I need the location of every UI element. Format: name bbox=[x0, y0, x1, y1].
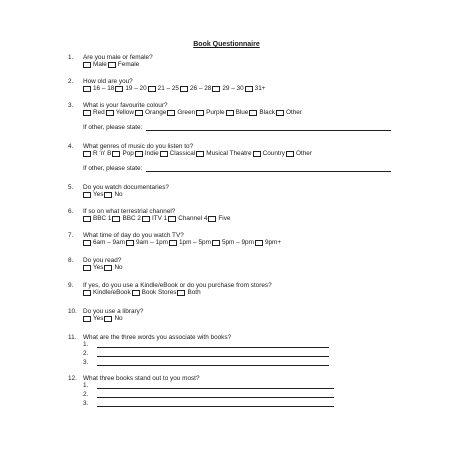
checkbox[interactable] bbox=[245, 86, 253, 92]
checkbox[interactable] bbox=[132, 290, 140, 296]
option-book-stores[interactable]: Book Stores bbox=[132, 290, 177, 296]
question-number: 12. bbox=[68, 375, 77, 382]
checkbox[interactable] bbox=[135, 151, 143, 157]
question-text: Are you male or female? bbox=[83, 54, 153, 61]
other-input-line[interactable] bbox=[146, 129, 391, 131]
question-text: What three books stand out to you most? bbox=[83, 375, 200, 382]
option-bbc2[interactable]: BBC 2 bbox=[112, 216, 140, 222]
other-label: If other, please state: bbox=[83, 165, 143, 172]
answer-input-line[interactable] bbox=[97, 346, 329, 348]
question-number: 3. bbox=[68, 102, 74, 109]
question-text: Do you use a library? bbox=[83, 308, 144, 315]
options-row bbox=[83, 85, 266, 93]
checkbox[interactable] bbox=[177, 290, 185, 296]
question-text: How old are you? bbox=[83, 78, 133, 85]
option-country[interactable]: Country bbox=[253, 151, 285, 157]
option-no[interactable]: No bbox=[104, 265, 122, 271]
checkbox[interactable] bbox=[83, 151, 91, 157]
checkbox[interactable] bbox=[212, 240, 220, 246]
answer-line-1: 1. bbox=[83, 383, 334, 389]
checkbox[interactable] bbox=[83, 110, 91, 116]
checkbox[interactable] bbox=[196, 151, 204, 157]
question-number: 5. bbox=[68, 184, 74, 191]
other-field bbox=[83, 166, 391, 172]
option-26-28[interactable]: 26 – 28 bbox=[180, 86, 211, 92]
answer-line-2: 2. bbox=[83, 351, 329, 357]
option-male[interactable]: Male bbox=[83, 62, 107, 68]
options-row bbox=[83, 109, 303, 117]
option-9pm-plus[interactable]: 9pm+ bbox=[255, 240, 281, 246]
question-text: What is your favourite colour? bbox=[83, 102, 168, 109]
checkbox[interactable] bbox=[160, 151, 168, 157]
option-orange[interactable]: Orange bbox=[135, 110, 166, 116]
answer-line-2: 2. bbox=[83, 392, 334, 398]
question-text: If so on what terrestrial channel? bbox=[83, 208, 176, 215]
checkbox[interactable] bbox=[169, 240, 177, 246]
option-5pm-9pm[interactable]: 5pm – 9pm bbox=[212, 240, 254, 246]
option-31-plus[interactable]: 31+ bbox=[245, 86, 266, 92]
option-indie[interactable]: Indie bbox=[135, 151, 159, 157]
option-blue[interactable]: Blue bbox=[226, 110, 249, 116]
checkbox[interactable] bbox=[180, 86, 188, 92]
question-text: Do you read? bbox=[83, 257, 122, 264]
option-both[interactable]: Both bbox=[177, 290, 200, 296]
checkbox[interactable] bbox=[208, 216, 216, 222]
question-text: Do you watch documentaries? bbox=[83, 184, 169, 191]
checkbox[interactable] bbox=[115, 86, 123, 92]
checkbox[interactable] bbox=[112, 216, 120, 222]
question-number: 2. bbox=[68, 78, 74, 85]
option-other[interactable]: Other bbox=[286, 151, 312, 157]
page-title: Book Questionnaire bbox=[193, 41, 260, 48]
question-number: 6. bbox=[68, 208, 74, 215]
checkbox[interactable] bbox=[83, 265, 91, 271]
question-text: What are the three words you associate with books? bbox=[83, 334, 232, 341]
checkbox[interactable] bbox=[253, 151, 261, 157]
answer-input-line[interactable] bbox=[97, 355, 329, 357]
option-bbc1[interactable]: BBC 1 bbox=[83, 216, 111, 222]
options-row bbox=[83, 289, 202, 297]
question-number: 1. bbox=[68, 54, 74, 61]
question-number: 9. bbox=[68, 282, 74, 289]
other-label: If other, please state: bbox=[83, 124, 143, 131]
checkbox[interactable] bbox=[83, 62, 91, 68]
option-itv1[interactable]: ITV 1 bbox=[142, 216, 167, 222]
checkbox[interactable] bbox=[135, 110, 143, 116]
checkbox[interactable] bbox=[83, 86, 91, 92]
checkbox[interactable] bbox=[83, 216, 91, 222]
checkbox[interactable] bbox=[104, 192, 112, 198]
option-red[interactable]: Red bbox=[83, 110, 105, 116]
option-black[interactable]: Black bbox=[249, 110, 275, 116]
option-yes[interactable]: Yes bbox=[83, 265, 103, 271]
option-five[interactable]: Five bbox=[208, 216, 230, 222]
option-purple[interactable]: Purple bbox=[196, 110, 224, 116]
options-row bbox=[83, 264, 124, 272]
option-yes[interactable]: Yes bbox=[83, 316, 103, 322]
checkbox[interactable] bbox=[255, 240, 263, 246]
checkbox[interactable] bbox=[106, 110, 114, 116]
answer-input-line[interactable] bbox=[97, 364, 329, 366]
options-row bbox=[83, 150, 313, 158]
option-female[interactable]: Female bbox=[108, 62, 139, 68]
option-channel4[interactable]: Channel 4 bbox=[168, 216, 207, 222]
checkbox[interactable] bbox=[108, 62, 116, 68]
options-row bbox=[83, 315, 124, 323]
question-number: 11. bbox=[68, 334, 77, 341]
question-text: What genres of music do you listen to? bbox=[83, 143, 194, 150]
checkbox[interactable] bbox=[83, 192, 91, 198]
option-classical[interactable]: Classical bbox=[160, 151, 196, 157]
option-no[interactable]: No bbox=[104, 316, 122, 322]
checkbox[interactable] bbox=[104, 316, 112, 322]
option-musical-theatre[interactable]: Musical Theatre bbox=[196, 151, 251, 157]
question-number: 10. bbox=[68, 308, 77, 315]
checkbox[interactable] bbox=[83, 290, 91, 296]
question-text: What time of day do you watch TV? bbox=[83, 232, 184, 239]
other-field bbox=[83, 125, 391, 131]
answer-input-line[interactable] bbox=[97, 405, 334, 407]
option-16-18[interactable]: 16 – 18 bbox=[83, 86, 114, 92]
checkbox[interactable] bbox=[83, 240, 91, 246]
checkbox[interactable] bbox=[226, 110, 234, 116]
answer-input-line[interactable] bbox=[97, 396, 334, 398]
checkbox[interactable] bbox=[212, 86, 220, 92]
checkbox[interactable] bbox=[286, 151, 294, 157]
option-21-25[interactable]: 21 – 25 bbox=[148, 86, 179, 92]
other-input-line[interactable] bbox=[146, 170, 391, 172]
checkbox[interactable] bbox=[168, 216, 176, 222]
option-no[interactable]: No bbox=[104, 192, 122, 198]
options-row bbox=[83, 215, 231, 223]
answer-input-line[interactable] bbox=[97, 387, 334, 389]
option-1pm-5pm[interactable]: 1pm – 5pm bbox=[169, 240, 211, 246]
option-pop[interactable]: Pop bbox=[112, 151, 133, 157]
option-19-20[interactable]: 19 – 20 bbox=[115, 86, 146, 92]
options-row bbox=[83, 191, 124, 199]
question-number: 8. bbox=[68, 257, 74, 264]
answer-line-1: 1. bbox=[83, 342, 329, 348]
options-row bbox=[83, 61, 140, 69]
option-29-30[interactable]: 29 – 30 bbox=[212, 86, 243, 92]
checkbox[interactable] bbox=[126, 240, 134, 246]
answer-line-3: 3. bbox=[83, 360, 329, 366]
question-text: If yes, do you use a Kindle/eBook or do you purchase from stores? bbox=[83, 282, 272, 289]
checkbox[interactable] bbox=[148, 86, 156, 92]
option-6am-9am[interactable]: 6am – 9am bbox=[83, 240, 125, 246]
checkbox[interactable] bbox=[104, 265, 112, 271]
question-number: 4. bbox=[68, 143, 74, 150]
checkbox[interactable] bbox=[249, 110, 257, 116]
checkbox[interactable] bbox=[83, 316, 91, 322]
checkbox[interactable] bbox=[167, 110, 175, 116]
option-other[interactable]: Other bbox=[276, 110, 302, 116]
question-number: 7. bbox=[68, 232, 74, 239]
option-rnb[interactable]: R 'n' B bbox=[83, 151, 111, 157]
option-green[interactable]: Green bbox=[167, 110, 195, 116]
option-yes[interactable]: Yes bbox=[83, 192, 103, 198]
option-kindle-ebook[interactable]: Kindle/eBook bbox=[83, 290, 131, 296]
option-9am-1pm[interactable]: 9am – 1pm bbox=[126, 240, 168, 246]
checkbox[interactable] bbox=[112, 151, 120, 157]
checkbox[interactable] bbox=[276, 110, 284, 116]
checkbox[interactable] bbox=[142, 216, 150, 222]
checkbox[interactable] bbox=[196, 110, 204, 116]
answer-line-3: 3. bbox=[83, 401, 334, 407]
options-row bbox=[83, 239, 282, 247]
option-yellow[interactable]: Yellow bbox=[106, 110, 134, 116]
